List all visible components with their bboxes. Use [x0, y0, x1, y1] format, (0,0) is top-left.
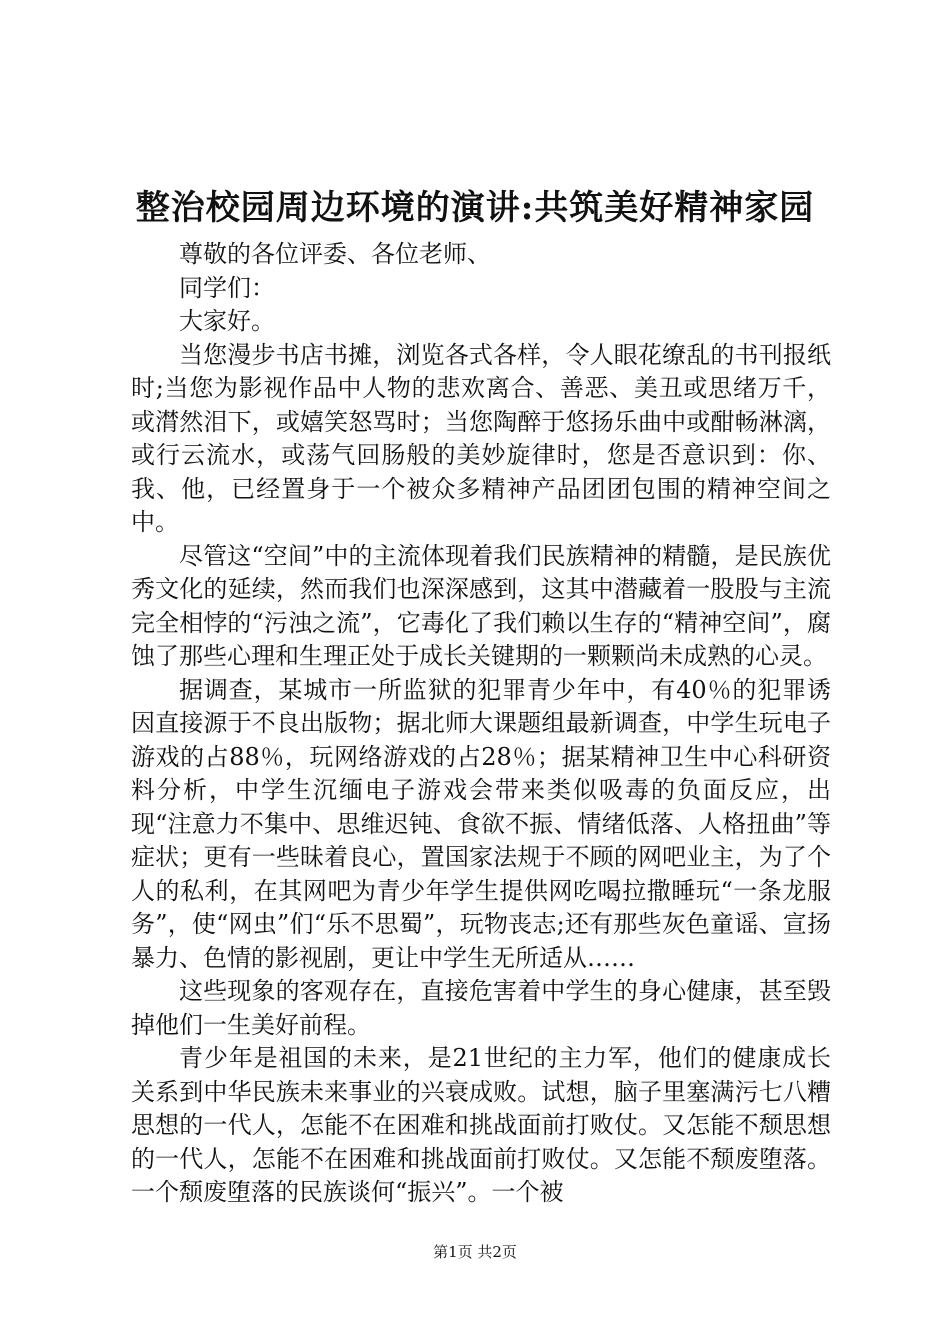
- paragraph-body: 这些现象的客观存在，直接危害着中学生的身心健康，甚至毁掉他们一生美好前程。: [131, 977, 831, 1039]
- paragraph-body: 据调查，某城市一所监狱的犯罪青少年中，有40％的犯罪诱因直接源于不良出版物；据北师大课题组最新调查，中学生玩电子游戏的占88％，玩网络游戏的占28％；据某精神卫生中心科研资料分析，中学生沉缅电子游戏会带来类似吸毒的负面反应，出现“注意力不集中、思维迟钝、食欲不振、情绪低落、人格扭曲”等症状；更有一些昧着良心，置国家法规于不顾的网吧业主，为了个人的私利，在其网吧为青少年学生提供网吃喝拉撒睡玩“一条龙服务”，使“网虫”们“乐不思蜀”，玩物丧志;还有那些灰色童谣、宣扬暴力、色情的影视剧，更让中学生无所适从……: [131, 675, 831, 972]
- paragraph-body: 尽管这“空间”中的主流体现着我们民族精神的精髓，是民族优秀文化的延续，然而我们也深深感到，这其中潜藏着一股股与主流完全相悖的“污浊之流”，它毒化了我们赖以生存的“精神空间”，腐蚀了那些心理和生理正处于成长关键期的一颗颗尚未成熟的心灵。: [131, 541, 831, 670]
- document-body: [131, 238, 831, 1210]
- document-title: 整治校园周边环境的演讲:共筑美好精神家园: [135, 188, 815, 228]
- paragraph-body: 青少年是祖国的未来，是21世纪的主力军，他们的健康成长关系到中华民族未来事业的兴衰成败。试想，脑子里塞满污七八糟思想的一代人，怎能不在困难和挑战面前打败仗。又怎能不颓思想的一代人，怎能不在困难和挑战面前打败仗。又怎能不颓废堕落。一个颓废堕落的民族谈何“振兴”。一个被: [131, 1044, 831, 1206]
- page-number-footer: 第1页 共2页: [433, 1243, 517, 1261]
- paragraph-salutation: 尊敬的各位评委、各位老师、: [179, 240, 491, 268]
- paragraph-body: 当您漫步书店书摊，浏览各式各样，令人眼花缭乱的书刊报纸时;当您为影视作品中人物的悲欢离合、善恶、美丑或思绪万千，或潸然泪下，或嬉笑怒骂时；当您陶醉于悠扬乐曲中或酣畅淋漓，或行云流水，或荡气回肠般的美妙旋律时，您是否意识到：你、我、他，已经置身于一个被众多精神产品团团包围的精神空间之中。: [131, 340, 831, 536]
- paragraph-greeting: 大家好。: [179, 307, 275, 335]
- paragraph-salutation-continued: 同学们：: [179, 273, 275, 302]
